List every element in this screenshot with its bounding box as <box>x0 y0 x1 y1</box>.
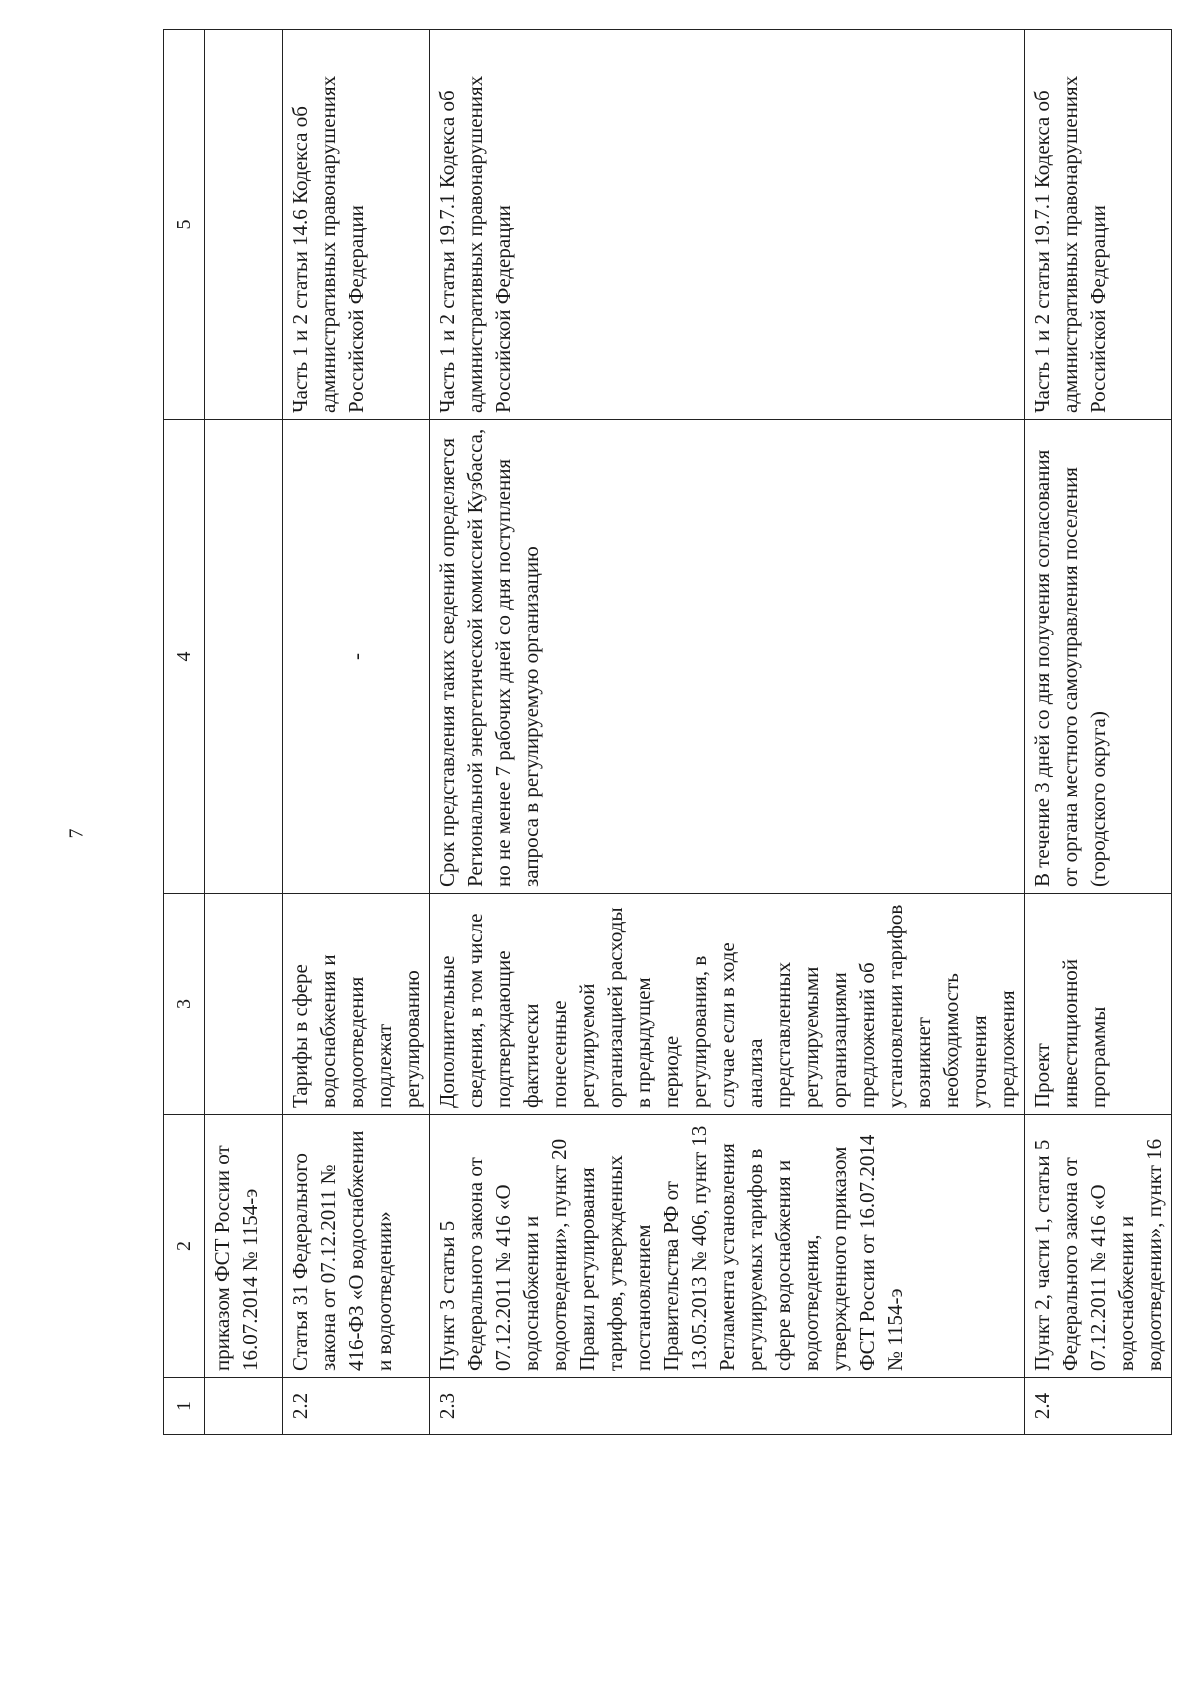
table-header-row <box>164 30 205 1435</box>
row-number: 2.4 <box>1025 1378 1172 1435</box>
row-number: 2.3 <box>430 1378 1025 1435</box>
table-row-continuation <box>205 30 283 1435</box>
subject-cell <box>205 894 283 1115</box>
law-reference-cell: Пункт 3 статьи 5 Федерального закона от 07.12.2011 № 416 «О водоснабжении и водоотведении», пункт 20 Правил регулирования тарифов, утвержденных постановлением Правительства РФ от 13.05.2013 № 406, пункт 13 Регламента установления регулируемых тарифов в сфере водоснабжения и водоотведения, утвержденного приказом ФСТ России от 16.07.2014 № 1154-э <box>430 1115 1025 1378</box>
header-col-4: 4 <box>164 420 205 894</box>
deadline-cell: Срок представления таких сведений определяется Региональной энергетической комиссией Кузбасса, но не менее 7 рабочих дней со дня поступления запроса в регулируемую организацию <box>430 420 1025 894</box>
table-row-2-2 <box>283 30 430 1435</box>
law-reference-cell: Статья 31 Федерального закона от 07.12.2011 № 416-ФЗ «О водоснабжении и водоотведении» <box>283 1115 430 1378</box>
row-number: 2.2 <box>283 1378 430 1435</box>
row-number <box>205 1378 283 1435</box>
law-reference-cell: приказом ФСТ России от 16.07.2014 № 1154-э <box>205 1115 283 1378</box>
page-number: 7 <box>65 828 88 839</box>
liability-cell: Часть 1 и 2 статьи 19.7.1 Кодекса об административных правонарушениях Российской Федерации <box>1025 30 1172 420</box>
requirements-table <box>163 29 1172 1435</box>
subject-cell: Тарифы в сфере водоснабжения и водоотведения подлежат регулированию <box>283 894 430 1115</box>
requirements-table-rotated <box>163 75 1166 1435</box>
subject-cell: Проект инвестиционной программы <box>1025 894 1172 1115</box>
header-col-3: 3 <box>164 894 205 1115</box>
liability-cell: Часть 1 и 2 статьи 14.6 Кодекса об административных правонарушениях Российской Федерации <box>283 30 430 420</box>
deadline-cell: В течение 3 дней со дня получения согласования от органа местного самоуправления поселения (городского округа) <box>1025 420 1172 894</box>
subject-cell: Дополнительные сведения, в том числе подтверждающие фактически понесенные регулируемой организацией расходы в предыдущем периоде регулирования, в случае если в ходе анализа представленных регулируемыми организациями предложений об установлении тарифов возникнет необходимость уточнения предложения <box>430 894 1025 1115</box>
liability-cell <box>205 30 283 420</box>
liability-cell: Часть 1 и 2 статьи 19.7.1 Кодекса об административных правонарушениях Российской Федерации <box>430 30 1025 420</box>
deadline-cell: - <box>283 420 430 894</box>
header-col-5: 5 <box>164 30 205 420</box>
header-col-1: 1 <box>164 1378 205 1435</box>
table-row-2-3 <box>430 30 1025 1435</box>
header-col-2: 2 <box>164 1115 205 1378</box>
law-reference-cell: Пункт 2, части 1, статьи 5 Федерального закона от 07.12.2011 № 416 «О водоснабжении и водоотведении», пункт 16 <box>1025 1115 1172 1378</box>
deadline-cell <box>205 420 283 894</box>
table-row-2-4 <box>1025 30 1172 1435</box>
